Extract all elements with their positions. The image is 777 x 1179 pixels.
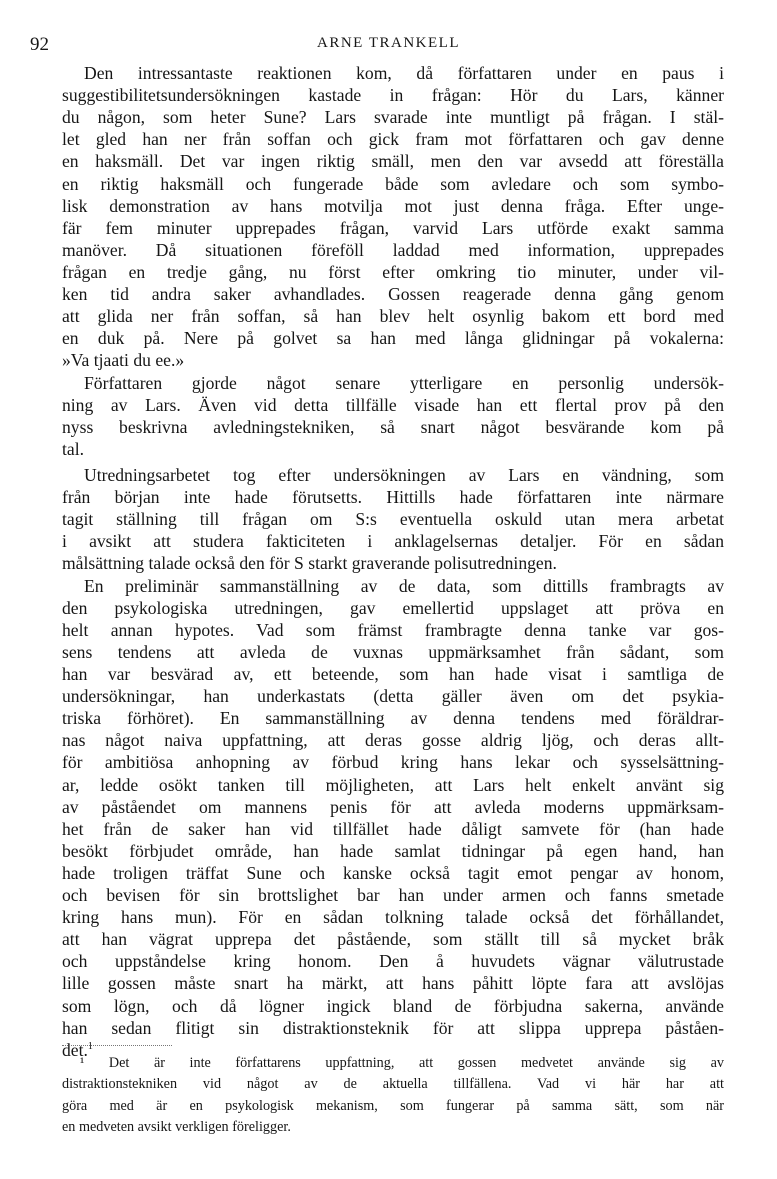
text-line xyxy=(62,774,724,796)
text-line-content: het från de saker han vid tillfället hade dåligt samvete för (han hade xyxy=(62,818,724,839)
footnote-line: ¹ Det är inte författarens uppfattning, att gossen medvetet använde sig av xyxy=(80,1055,724,1071)
text-line-content: suggestibilitetsundersökningen kastade in frågan: Hör du Lars, känner xyxy=(62,85,724,106)
text-line-content: Författaren gjorde något senare ytterligare en personlig undersök- xyxy=(84,372,724,393)
text-line xyxy=(62,438,724,460)
text-line-content: nas något naiva uppfattning, att deras gosse aldrig ljög, och deras allt- xyxy=(62,730,724,751)
text-line xyxy=(62,217,724,239)
text-line xyxy=(62,464,724,486)
text-line xyxy=(62,530,724,552)
text-line-content: Utredningsarbetet tog efter undersökningen av Lars en vändning, som xyxy=(84,464,724,485)
text-line-content: sens tendens att avleda de vuxnas uppmärksamhet från sådant, som xyxy=(62,641,724,662)
text-line-content: att glida ner från soffan, så han blev helt osynlig bakom ett bord med xyxy=(62,306,724,327)
text-line xyxy=(62,327,724,349)
text-line-content: han sedan flitigt sin distraktionsteknik för att slippa upprepa påståen- xyxy=(62,1017,724,1038)
footnote-reference: 1 xyxy=(87,1040,93,1052)
text-line-content: en haksmäll. Det var ingen riktig smäll, men den var avsedd att föreställa xyxy=(62,151,724,172)
text-line xyxy=(62,928,724,950)
footnotes xyxy=(62,1053,724,1139)
text-line xyxy=(62,372,724,394)
text-line-content: nyss beskrivna avledningstekniken, så snart något besvärande kom på xyxy=(62,416,724,437)
text-line-content: målsättning talade också den för S starkt graverande polisutredningen. xyxy=(62,553,557,574)
text-line-content: den psykologiska utredningen, gav emellertid uppslaget att pröva en xyxy=(62,597,724,618)
text-line-content: hade troligen träffat Sune och kanske också tagit emot pengar av honom, xyxy=(62,862,724,883)
footnote-line: en medveten avsikt verkligen föreligger. xyxy=(62,1119,291,1136)
text-line-content: helt annan hypotes. Vad som främst frambragte denna tanke var gos- xyxy=(62,619,724,640)
text-line-content: i avsikt att studera fakticiteten i anklagelsernas detaljer. För en sådan xyxy=(62,531,724,552)
text-line-content: fär fem minuter upprepades frågan, varvid Lars utförde exakt samma xyxy=(62,217,724,238)
text-line xyxy=(62,906,724,928)
text-line xyxy=(62,818,724,840)
text-line xyxy=(62,416,724,438)
text-line xyxy=(62,972,724,994)
body-text xyxy=(62,62,724,1061)
text-line xyxy=(62,597,724,619)
footnote-divider xyxy=(62,1045,172,1046)
text-line-content: du någon, som heter Sune? Lars svarade inte muntligt på frågan. I stäl- xyxy=(62,107,724,128)
text-line-content: en riktig haksmäll och fungerade både som avledare och som symbo- xyxy=(62,173,724,194)
text-line xyxy=(62,349,724,371)
page-number: 92 xyxy=(30,34,49,55)
text-line-content: en duk på. Nere på golvet sa han med långa glidningar på vokalerna: xyxy=(62,328,724,349)
text-line xyxy=(62,486,724,508)
text-line-content: undersökningar, han underkastats (detta gäller även om det psykia- xyxy=(62,686,724,707)
text-line-content: ar, ledde osökt tanken till möjligheten, att Lars helt enkelt använt sig xyxy=(62,774,724,795)
text-line xyxy=(62,995,724,1017)
text-line-content: let gled han ner från soffan och gick fram mot författaren och gav denne xyxy=(62,129,724,150)
text-line xyxy=(62,862,724,884)
text-line-content: besökt förbjudet område, han hade samlat tidningar på egen hand, han xyxy=(62,840,724,861)
text-line-content: och bevisen för sin brottslighet bar han under armen och fanns smetade xyxy=(62,885,724,906)
text-line xyxy=(62,729,724,751)
text-line-content: ning av Lars. Även vid detta tillfälle visade han ett flertal prov på den xyxy=(62,394,724,415)
footnote-line: göra med är en psykologisk mekanism, som fungerar på samma sätt, som när xyxy=(62,1097,724,1114)
text-line-content: En preliminär sammanställning av de data, som dittills frambragts av xyxy=(84,575,724,596)
text-line xyxy=(62,195,724,217)
text-line xyxy=(62,239,724,261)
text-line xyxy=(62,394,724,416)
text-line xyxy=(62,884,724,906)
text-line xyxy=(62,552,724,574)
footnote-line: distraktionstekniken vid något av de aktuella tillfällena. Vad vi här har att xyxy=(62,1076,724,1093)
text-line-content: tal. xyxy=(62,438,84,459)
text-line-content: Den intressantaste reaktionen kom, då författaren under en paus i xyxy=(84,63,724,83)
text-line xyxy=(62,950,724,972)
text-line xyxy=(62,84,724,106)
text-line-content: han var besvärad av, ett beteende, som han hade visat i samtliga de xyxy=(62,663,724,684)
text-line xyxy=(62,663,724,685)
text-line-content: som lögn, och då lögner ingick bland de förbjudna sakerna, använde xyxy=(62,995,724,1016)
text-line-content: kring hans mun). För en sådan tolkning talade också det förhållandet, xyxy=(62,907,724,928)
text-line-content: från början inte hade förutsetts. Hittills hade författaren inte närmare xyxy=(62,487,724,508)
running-head: ARNE TRANKELL xyxy=(317,35,460,51)
text-line xyxy=(62,150,724,172)
text-line xyxy=(62,641,724,663)
text-line-content: ken tid andra saker avhandlades. Gossen reagerade denna gång genom xyxy=(62,284,724,305)
text-line-content: frågan en tredje gång, nu först efter omkring tio minuter, under vil- xyxy=(62,261,724,282)
text-line-content: lille gossen måste snart ha märkt, att hans påhitt löpte fara att avslöjas xyxy=(62,973,724,994)
text-line xyxy=(62,283,724,305)
text-line xyxy=(62,685,724,707)
text-line xyxy=(62,508,724,530)
text-line xyxy=(62,173,724,195)
text-line-content: av påståendet om mannens penis för att avleda moderns uppmärksam- xyxy=(62,796,724,817)
text-line xyxy=(62,1017,724,1039)
text-line-content: det. xyxy=(62,1039,88,1060)
text-line-content: att han vägrat upprepa det påstående, som ställt till så mycket bråk xyxy=(62,929,724,950)
text-line-content: för ambitiösa anhopning av förbud kring hans lekar och sysselsättning- xyxy=(62,752,724,773)
text-line xyxy=(62,128,724,150)
text-line xyxy=(62,751,724,773)
text-line xyxy=(62,707,724,729)
text-line-content: manöver. Då situationen föreföll laddad med information, upprepades xyxy=(62,239,724,260)
text-line-content: triska förhöret). En sammanställning av denna tendens med föräldrar- xyxy=(62,708,724,729)
text-line xyxy=(62,305,724,327)
text-line-content: tagit ställning till frågan om S:s eventuella oskuld utan mera arbetat xyxy=(62,509,724,530)
text-line xyxy=(62,575,724,597)
text-line xyxy=(62,106,724,128)
text-line xyxy=(62,796,724,818)
text-line xyxy=(62,261,724,283)
text-line xyxy=(62,619,724,641)
text-line-content: och uppståndelse kring honom. Den å huvudets vägnar välutrustade xyxy=(62,951,724,972)
text-line xyxy=(62,840,724,862)
text-line xyxy=(62,62,724,84)
text-line-content: »Va tjaati du ee.» xyxy=(62,350,185,371)
text-line-content: lisk demonstration av hans motvilja mot just denna fråga. Efter unge- xyxy=(62,195,724,216)
